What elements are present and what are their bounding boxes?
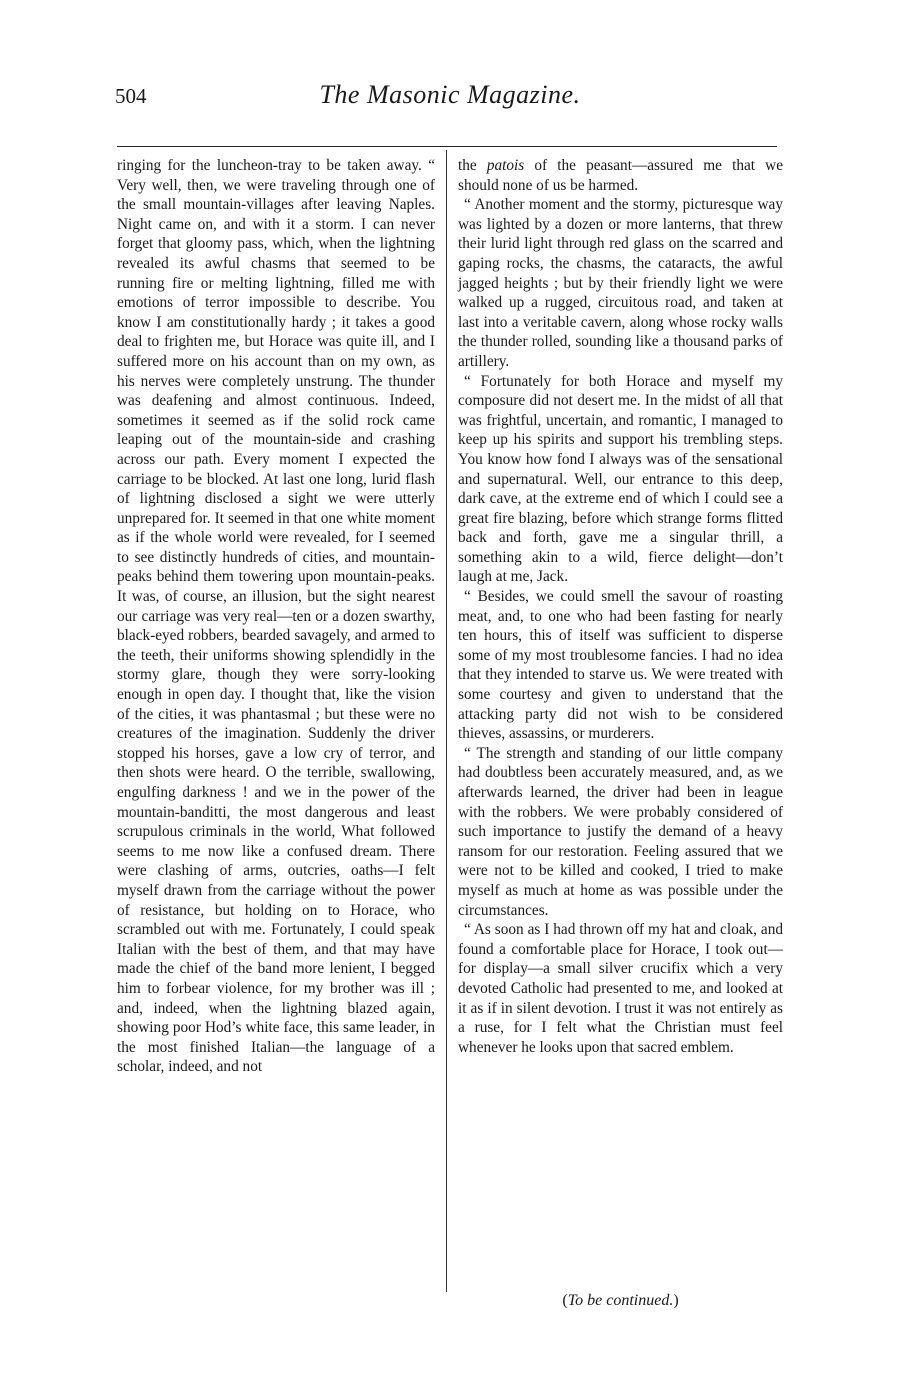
running-title: The Masonic Magazine.	[319, 80, 581, 109]
right-paragraph-6: “ As soon as I had thrown off my hat and cloak, and found a comfortable place for Horace, I took out—for display—a small silver crucifix which a very devoted Catholic had presented to me, and looked at it as if in silent devotion. I trust it was not entirely as a ruse, for I felt what the Christian must feel whenever he looks upon that sacred emblem.	[458, 921, 783, 1056]
continued-text: To be continued.	[567, 1292, 674, 1309]
page-header	[115, 80, 785, 120]
right-paragraph-3: “ Fortunately for both Horace and myself my composure did not desert me. In the midst of all that was frightful, uncertain, and romantic, I managed to keep up his spirits and support his trembling steps. You know how fond I always was of the sensational and supernatural. Well, our entrance to this deep, dark cave, at the extreme end of which I could see a great fire blazing, before which strange forms flitted back and forth, gave me a singular thrill, a something akin to a wild, fierce delight—don’t laugh at me, Jack.	[458, 372, 783, 586]
right-paragraph-2: “ Another moment and the stormy, picturesque way was lighted by a dozen or more lanterns, that threw their lurid light through red glass on the scarred and gaping rocks, the chasms, the cataracts, the awful jagged heights ; but by their friendly light we were walked up a rugged, circuitous road, and taken at last into a veritable cavern, along whose rocky walls the thunder rolled, sounding like a thousand parks of artillery.	[458, 196, 783, 370]
header-rule	[117, 146, 777, 147]
left-column	[117, 156, 435, 1077]
right-p1-start: the	[458, 157, 487, 174]
close-paren: )	[673, 1292, 679, 1309]
right-paragraph-1	[458, 156, 783, 195]
right-p1-italic: patois	[486, 157, 525, 174]
to-be-continued	[458, 1292, 783, 1310]
right-p1-end: of the peasant—assured me that we should none of us be harmed.	[458, 157, 783, 194]
column-divider	[446, 150, 447, 1292]
left-paragraph: ringing for the luncheon-tray to be taken away. “ Very well, then, we were traveling through one of the small mountain-villages after leaving Naples. Night came on, and with it a storm. I can never forget that gloomy pass, which, when the lightning revealed its awful chasms that seemed to be running fire or melting lightning, filled me with emotions of terror impossible to describe. You know I am constitutionally hardy ; it takes a good deal to frighten me, but Horace was quite ill, and I suffered more on his account than on my own, as his nerves were completely unstrung. The thunder was deafening and almost continuous. Indeed, sometimes it seemed as if the solid rock came leaping out of the mountain-side and crashing across our path. Every moment I expected the carriage to be blocked. At last one long, lurid flash of lightning disclosed a sight we were utterly unprepared for. It seemed in that one white moment as if the whole world were revealed, for I seemed to see distinctly hundreds of cities, and mountain-peaks behind them towering upon mountain-peaks. It was, of course, an illusion, but the sight nearest our carriage was very real—ten or a dozen swarthy, black-eyed robbers, bearded savagely, and armed to the teeth, their uniforms showing splendidly in the stormy glare, though they were sorry-looking enough in open day. I thought that, like the vision of the cities, it was phantasmal ; but these were no creatures of the imagination. Suddenly the driver stopped his horses, gave a low cry of terror, and then shots were heard. O the terrible, swallowing, engulfing darkness ! and we in the power of the mountain-banditti, the most dangerous and least scrupulous criminals in the world, What followed seems to me now like a confused dream. There were clashing of arms, outcries, oaths—I felt myself drawn from the carriage without the power of resistance, but holding on to Horace, who scrambled out with me. Fortunately, I could speak Italian with the best of them, and that may have made the chief of the band more lenient, I begged him to forbear violence, for my brother was ill ; and, indeed, when the lightning blazed again, showing poor Hod’s white face, this same leader, in the most finished Italian—the language of a scholar, indeed, and not	[117, 157, 435, 1076]
right-paragraph-4: “ Besides, we could smell the savour of roasting meat, and, to one who had been fasting for nearly ten hours, this of itself was sufficient to disperse some of my most troublesome fancies. I had no idea that they intended to starve us. We were treated with some courtesy and given to understand that the attacking party did not wish to be considered thieves, assassins, or murderers.	[458, 588, 783, 743]
right-paragraph-5: “ The strength and standing of our little company had doubtless been accurately measured, and, as we afterwards learned, the driver had been in league with the robbers. We were probably considered of such importance to justify the demand of a heavy ransom for our restoration. Feeling assured that we were not to be killed and cooked, I tried to make myself as much at home as was possible under the circumstances.	[458, 744, 783, 919]
right-column	[458, 156, 783, 1057]
open-paren: (	[562, 1292, 568, 1309]
page-number: 504	[115, 84, 147, 108]
